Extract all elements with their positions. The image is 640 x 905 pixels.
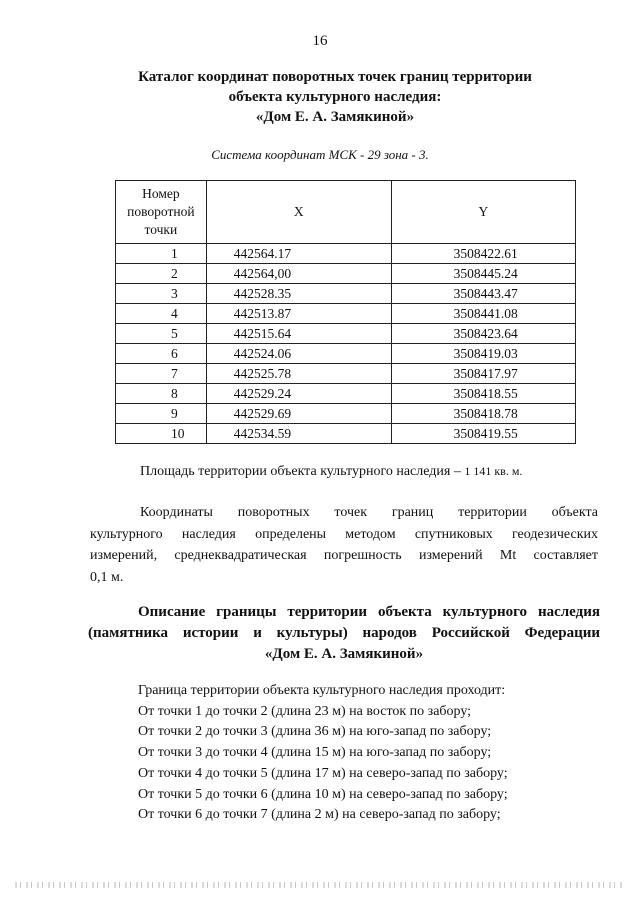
cell-x: 442528.35 <box>206 284 391 304</box>
catalog-title-line: «Дом Е. А. Замякиной» <box>255 109 415 125</box>
boundary-segment: От точки 1 до точки 2 (длина 23 м) на восток по забору; <box>138 703 472 719</box>
cell-x: 442515.64 <box>206 324 391 344</box>
area-statement <box>140 464 620 480</box>
cell-x: 442534.59 <box>206 424 391 444</box>
table-row <box>116 264 576 284</box>
table-row <box>116 344 576 364</box>
cell-y: 3508417.97 <box>391 364 575 384</box>
catalog-title-line: объекта культурного наследия: <box>228 89 442 105</box>
cell-y: 3508419.03 <box>391 344 575 364</box>
cell-point-number: 1 <box>116 244 207 264</box>
header-point-number <box>116 181 207 244</box>
table-row <box>116 424 576 444</box>
page-number: 16 <box>312 33 328 49</box>
accuracy-paragraph <box>90 502 598 588</box>
cell-point-number: 6 <box>116 344 207 364</box>
area-value: 1 141 кв. м. <box>464 464 523 478</box>
paragraph-line: 0,1 м. <box>90 569 124 585</box>
table-row <box>116 324 576 344</box>
scan-artifact <box>15 882 625 888</box>
paragraph-line: культурного наследия определены методом спутниковых геодезических <box>90 526 598 542</box>
description-title-line: (памятника истории и культуры) народов Российской Федерации <box>88 625 600 641</box>
cell-x: 442524.06 <box>206 344 391 364</box>
description-title-line: Описание границы территории объекта культурного наследия <box>138 604 600 620</box>
cell-y: 3508418.78 <box>391 404 575 424</box>
paragraph-line: измерений, среднеквадратическая погрешность измерений Mt составляет <box>90 548 598 563</box>
cell-y: 3508443.47 <box>391 284 575 304</box>
cell-x: 442513.87 <box>206 304 391 324</box>
area-label: Площадь территории объекта культурного наследия – <box>140 464 465 479</box>
header-line: точки <box>144 222 178 237</box>
table-row <box>116 384 576 404</box>
description-title-line: «Дом Е. А. Замякиной» <box>264 646 424 662</box>
table-row <box>116 404 576 424</box>
cell-point-number: 10 <box>116 424 207 444</box>
cell-x: 442529.69 <box>206 404 391 424</box>
cell-point-number: 8 <box>116 384 207 404</box>
cell-x: 442564.17 <box>206 244 391 264</box>
cell-y: 3508445.24 <box>391 264 575 284</box>
header-y: Y <box>391 181 575 244</box>
table-body <box>116 244 576 444</box>
header-line: Номер <box>142 186 180 201</box>
cell-point-number: 4 <box>116 304 207 324</box>
cell-x: 442525.78 <box>206 364 391 384</box>
table-row <box>116 364 576 384</box>
boundary-segment: От точки 3 до точки 4 (длина 15 м) на юго-запад по забору; <box>138 745 492 761</box>
cell-point-number: 9 <box>116 404 207 424</box>
table-row <box>116 304 576 324</box>
cell-point-number: 7 <box>116 364 207 384</box>
cell-point-number: 5 <box>116 324 207 344</box>
header-line: поворотной <box>127 204 195 219</box>
catalog-title <box>100 67 570 127</box>
coordinate-system-note: Система координат МСК - 29 зона - 3. <box>211 147 429 162</box>
table-row <box>116 244 576 264</box>
boundary-description-title <box>88 602 600 665</box>
cell-point-number: 2 <box>116 264 207 284</box>
table-row <box>116 284 576 304</box>
catalog-title-line: Каталог координат поворотных точек границ территории <box>138 69 532 85</box>
boundary-segment: От точки 2 до точки 3 (длина 36 м) на юго-запад по забору; <box>138 724 492 740</box>
cell-y: 3508441.08 <box>391 304 575 324</box>
boundary-segment: От точки 6 до точки 7 (длина 2 м) на северо-запад по забору; <box>138 807 501 823</box>
cell-y: 3508423.64 <box>391 324 575 344</box>
boundary-segment: От точки 5 до точки 6 (длина 10 м) на северо-запад по забору; <box>138 786 508 802</box>
boundary-intro: Граница территории объекта культурного наследия проходит: <box>138 683 506 698</box>
coordinates-table <box>115 180 576 444</box>
table-header-row <box>116 181 576 244</box>
cell-x: 442564,00 <box>206 264 391 284</box>
cell-y: 3508419.55 <box>391 424 575 444</box>
cell-x: 442529.24 <box>206 384 391 404</box>
cell-point-number: 3 <box>116 284 207 304</box>
boundary-description <box>138 681 608 826</box>
cell-y: 3508422.61 <box>391 244 575 264</box>
header-x: X <box>206 181 391 244</box>
paragraph-line: Координаты поворотных точек границ территории объекта <box>140 505 598 520</box>
cell-y: 3508418.55 <box>391 384 575 404</box>
boundary-segment: От точки 4 до точки 5 (длина 17 м) на северо-запад по забору; <box>138 765 508 781</box>
